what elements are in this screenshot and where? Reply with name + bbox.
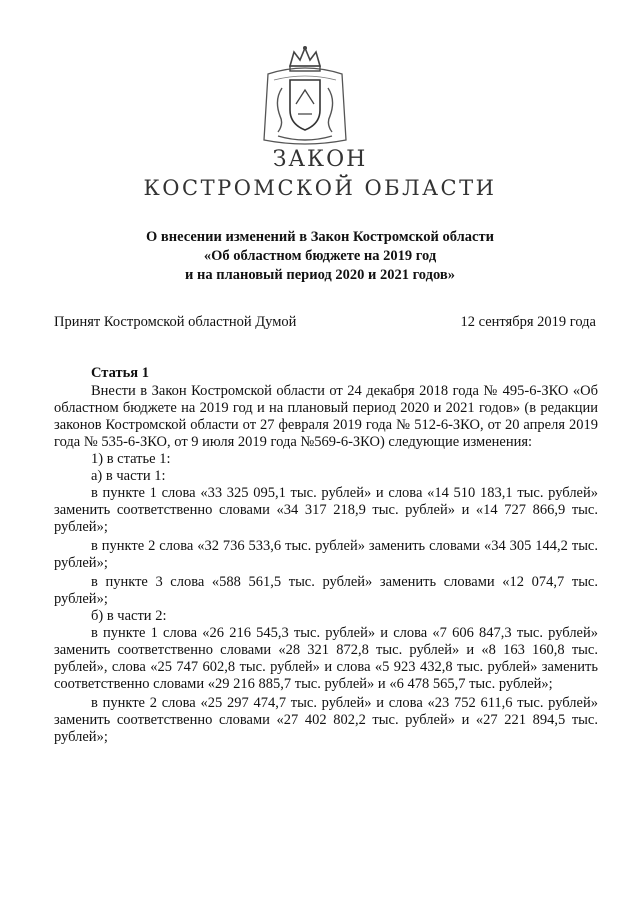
- paragraph: Внести в Закон Костромской области от 24 декабря 2018 года № 495-6-ЗКО «Об областном бюджете на 2019 год и на плановый период 2020 и 2021 годов» (в редакции законов Костромской области от 27 февраля 2019 года № 512-6-ЗКО, от 20 апреля 2019 года № 535-6-ЗКО, от 9 июля 2019 года №569-6-ЗКО) следующие изменения:: [54, 383, 598, 450]
- adopted-date: 12 сентября 2019 года: [460, 314, 596, 330]
- article-heading: Статья 1: [91, 365, 149, 381]
- law-subject: [0, 228, 640, 285]
- subject-line: и на плановый период 2020 и 2021 годов»: [185, 267, 455, 283]
- adopted-by: Принят Костромской областной Думой: [54, 314, 297, 330]
- paragraph: б) в части 2:: [91, 608, 167, 624]
- paragraph: в пункте 2 слова «25 297 474,7 тыс. рублей» и слова «23 752 611,6 тыс. рублей» заменить соответственно словами «27 402 802,2 тыс. рублей» и «27 221 894,5 тыс. рублей»;: [54, 695, 598, 745]
- law-title: [0, 146, 640, 202]
- paragraph: а) в части 1:: [91, 468, 166, 484]
- paragraph: в пункте 2 слова «32 736 533,6 тыс. рублей» заменить словами «34 305 144,2 тыс. рублей»;: [54, 538, 598, 571]
- document-body: [54, 365, 598, 746]
- paragraph: в пункте 1 слова «33 325 095,1 тыс. рублей» и слова «14 510 183,1 тыс. рублей» заменить соответственно словами «34 317 218,9 тыс. рублей» и «14 727 866,9 тыс. рублей»;: [54, 485, 598, 535]
- paragraph: в пункте 3 слова «588 561,5 тыс. рублей» заменить словами «12 074,7 тыс. рублей»;: [54, 574, 598, 607]
- law-title-line1: ЗАКОН: [272, 147, 368, 172]
- subject-line: О внесении изменений в Закон Костромской области: [146, 229, 494, 245]
- paragraph: 1) в статье 1:: [91, 451, 171, 467]
- adoption-line: [54, 314, 596, 331]
- coat-of-arms-emblem: [260, 44, 350, 152]
- paragraph: в пункте 1 слова «26 216 545,3 тыс. рублей» и слова «7 606 847,3 тыс. рублей» заменить соответственно словами «28 321 872,8 тыс. рублей» и «8 163 160,8 тыс. рублей», слова «25 747 602,8 тыс. рублей» и слова «5 923 432,8 тыс. рублей» заменить соответственно словами «29 216 885,7 тыс. рублей» и «6 478 565,7 тыс. рублей»;: [54, 625, 598, 692]
- law-title-line2: КОСТРОМСКОЙ ОБЛАСТИ: [143, 176, 497, 200]
- subject-line: «Об областном бюджете на 2019 год: [203, 248, 437, 264]
